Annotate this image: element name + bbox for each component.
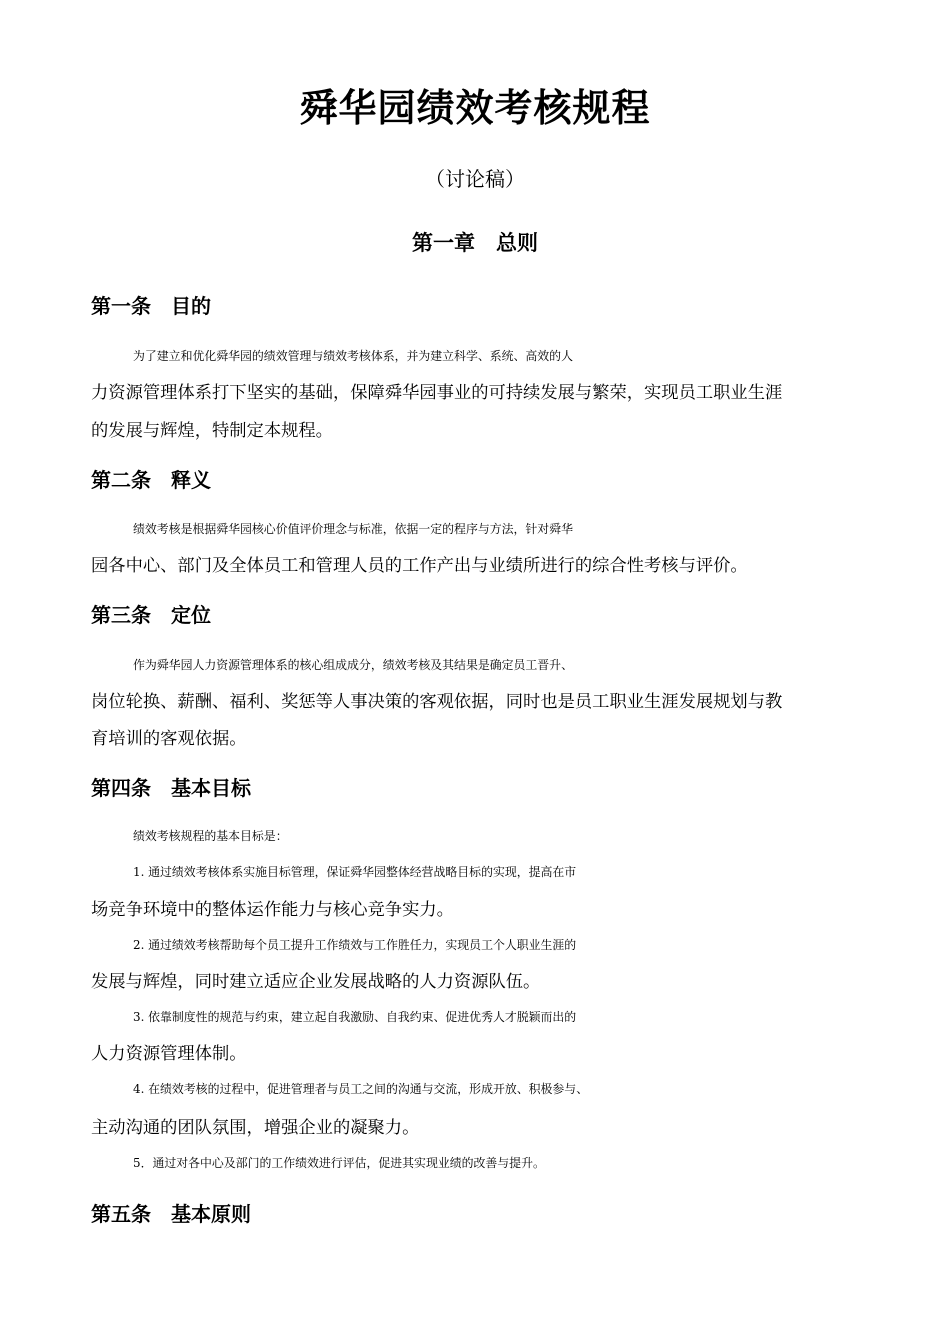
paragraph-line: 作为舜华园人力资源管理体系的核心组成成分，绩效考核及其结果是确定员工晋升、 <box>133 658 573 672</box>
article-1-heading: 第一条 目的 <box>91 294 211 318</box>
paragraph-line: 园各中心、部门及全体员工和管理人员的工作产出与业绩所进行的综合性考核与评价。 <box>91 556 748 576</box>
paragraph-line: 为了建立和优化舜华园的绩效管理与绩效考核体系，并为建立科学、系统、高效的人 <box>133 349 573 363</box>
paragraph-line: 力资源管理体系打下坚实的基础，保障舜华园事业的可持续发展与繁荣，实现员工职业生涯 <box>91 383 783 403</box>
list-item-2: 2. 通过绩效考核帮助每个员工提升工作绩效与工作胜任力，实现员工个人职业生涯的 <box>133 938 577 952</box>
paragraph-line: 人力资源管理体制。 <box>91 1044 247 1064</box>
article-5-heading: 第五条 基本原则 <box>91 1202 251 1226</box>
paragraph-line: 发展与辉煌，同时建立适应企业发展战略的人力资源队伍。 <box>91 972 541 992</box>
chapter-heading: 第一章 总则 <box>412 231 538 255</box>
list-item-1: 1. 通过绩效考核体系实施目标管理，保证舜华园整体经营战略目标的实现，提高在市 <box>133 865 577 879</box>
list-item-4: 4. 在绩效考核的过程中，促进管理者与员工之间的沟通与交流，形成开放、积极参与、 <box>133 1082 589 1096</box>
paragraph-line: 绩效考核是根据舜华园核心价值评价理念与标准，依据一定的程序与方法，针对舜华 <box>133 522 573 536</box>
document-subtitle: （讨论稿） <box>425 167 525 191</box>
paragraph-line: 的发展与辉煌，特制定本规程。 <box>91 421 333 441</box>
paragraph-line: 岗位轮换、薪酬、福利、奖惩等人事决策的客观依据，同时也是员工职业生涯发展规划与教 <box>91 692 783 712</box>
article-3-heading: 第三条 定位 <box>91 603 211 627</box>
paragraph-line: 场竞争环境中的整体运作能力与核心竞争实力。 <box>91 900 454 920</box>
article-2-heading: 第二条 释义 <box>91 468 211 492</box>
paragraph-line: 育培训的客观依据。 <box>91 729 247 749</box>
paragraph-line: 绩效考核规程的基本目标是： <box>133 829 288 843</box>
paragraph-line: 主动沟通的团队氛围，增强企业的凝聚力。 <box>91 1118 420 1138</box>
document-title: 舜华园绩效考核规程 <box>299 86 651 130</box>
list-item-5: 5．通过对各中心及部门的工作绩效进行评估，促进其实现业绩的改善与提升。 <box>133 1156 545 1170</box>
article-4-heading: 第四条 基本目标 <box>91 776 251 800</box>
list-item-3: 3. 依靠制度性的规范与约束，建立起自我激励、自我约束、促进优秀人才脱颖而出的 <box>133 1010 577 1024</box>
